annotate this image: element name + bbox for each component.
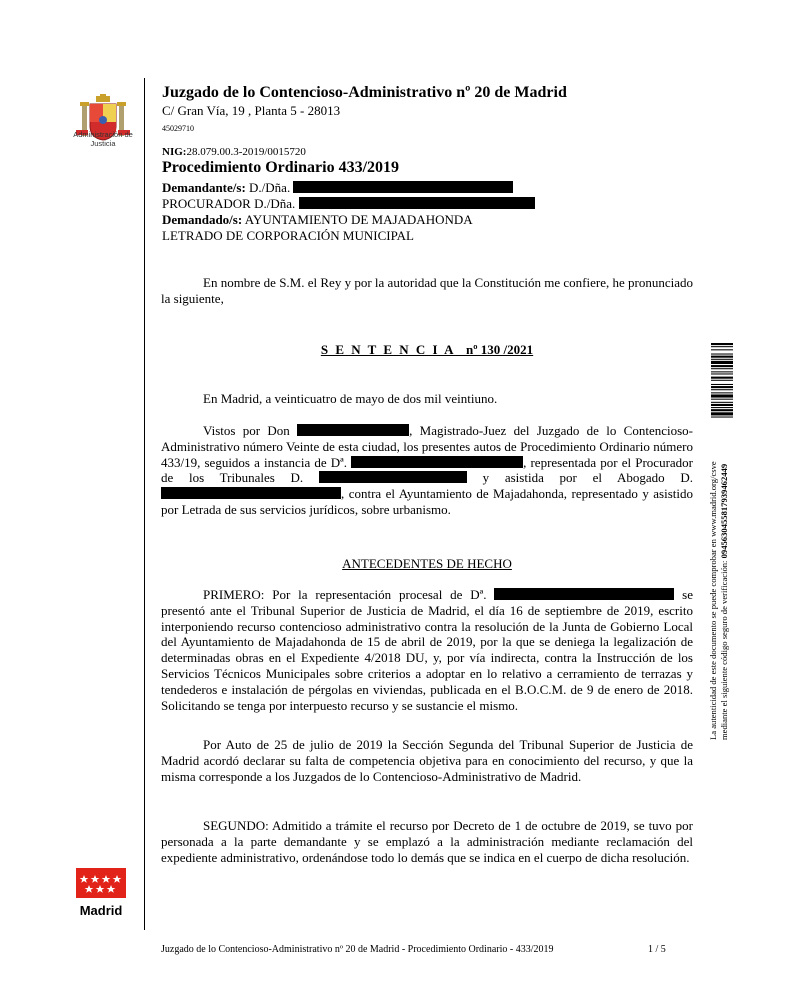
nig-value: 28.079.00.3-2019/0015720: [186, 146, 306, 158]
redaction-bar: [293, 181, 513, 193]
procurador-value: PROCURADOR D./Dña.: [162, 196, 296, 211]
vistos-text: , contra el Ayuntamiento de Majadahonda, representado y asistido por Letrada de sus servicios jurídicos, sobre urbanismo.: [161, 486, 693, 517]
barcode-bar: [711, 359, 733, 360]
barcode-bar: [711, 409, 733, 411]
barcode-bar: [711, 346, 733, 347]
barcode-bar: [711, 380, 733, 381]
madrid-logo-text: Madrid: [79, 903, 123, 918]
vistos-text: y asistida por el Abogado D.: [482, 470, 694, 486]
barcode-bar: [711, 389, 733, 390]
madrid-stars-logo-icon: [76, 868, 126, 898]
barcode-icon: [711, 343, 733, 451]
barcode-bar: [711, 386, 733, 388]
barcode-bar: [711, 417, 733, 418]
barcode-bar: [711, 368, 733, 369]
barcode-bar: [711, 361, 733, 364]
barcode-bar: [711, 371, 733, 372]
barcode-bar: [711, 356, 733, 358]
demandante-value: D./Dña.: [249, 180, 291, 195]
barcode-bar: [711, 377, 733, 379]
verification-line-2-text: mediante el siguiente código seguro de verificación:: [718, 560, 729, 740]
verification-line-2: [719, 460, 730, 740]
segundo-paragraph: SEGUNDO: Admitido a trámite el recurso por Decreto de 1 de octubre de 2019, se tuvo por personada a la parte demandante y se emplazó a la administración mediante reclamación del expediente administrativo, ordenándose todo lo demás que se indica en el cuerpo de dicha resolución.: [161, 818, 693, 865]
demandante-line: [162, 180, 513, 196]
barcode-bar: [711, 399, 733, 400]
auto-paragraph: Por Auto de 25 de julio de 2019 la Sección Segunda del Tribunal Superior de Justicia de Madrid acordó declarar su falta de competencia objetiva para en conocimiento del recurso, y que la misma corresponde a los Juzgados de lo Contencioso-Administrativo de Madrid.: [161, 737, 693, 784]
page-number: 1 / 5: [648, 944, 666, 955]
vistos-text: Vistos por Don: [203, 423, 290, 438]
footer-text: Juzgado de lo Contencioso-Administrativo nº 20 de Madrid - Procedimiento Ordinario - 433/2019: [161, 944, 554, 955]
court-title: Juzgado de lo Contencioso-Administrativo nº 20 de Madrid: [162, 84, 567, 101]
verification-line-1: La autenticidad de este documento se puede comprobar en www.madrid.org/csve: [708, 461, 718, 740]
redaction-bar: [299, 197, 535, 209]
demandado-label: Demandado/s:: [162, 212, 243, 227]
sentencia-title: [321, 342, 533, 357]
barcode-bar: [711, 343, 733, 345]
procedure-title: Procedimiento Ordinario 433/2019: [162, 159, 400, 176]
vistos-paragraph: [161, 423, 693, 518]
barcode-bar: [711, 373, 733, 374]
verification-code: 0945630455817939462449: [718, 463, 729, 559]
demandado-value: AYUNTAMIENTO DE MAJADAHONDA: [244, 212, 473, 227]
primero-text: se presentó ante el Tribunal Superior de Justicia de Madrid, el día 16 de septiembre de 2019, escrito interponiendo recurso contencioso administrativo contra la resolución de la Junta de Gobierno Local del Ayuntamiento de Majadahonda de 15 de abril de 2019, por la que se deniega la legalización de determinadas obras en el Expediente 4/2018 DU, y, por vía indirecta, contra la Instrucción de los Servicios Técnicos Municipales sobre criterios a adoptar en lo relativo a cerramiento de terrazas y tendederos e instalación de pérgolas en viviendas, publicada en el B.O.C.M. de 9 de enero de 2018. Solicitando se tenga por interpuesto recurso y se sustancie el mismo.: [161, 587, 694, 713]
primero-text: PRIMERO: Por la representación procesal de Dª.: [203, 587, 487, 602]
logo-caption: Administración de Justicia: [73, 130, 133, 148]
margin-rule: [144, 78, 145, 930]
nig-label: NIG:: [162, 146, 187, 158]
barcode-bar: [711, 394, 733, 397]
barcode-bar: [711, 392, 733, 393]
redaction-bar: [494, 588, 674, 600]
barcode-bar: [711, 354, 733, 355]
barcode-bar: [711, 402, 733, 403]
barcode-bar: [711, 384, 733, 385]
nig-line: [162, 146, 306, 158]
sentencia-heading: [161, 342, 693, 358]
primero-paragraph: [161, 587, 693, 713]
letrado-line: LETRADO DE CORPORACIÓN MUNICIPAL: [162, 228, 414, 243]
barcode-bar: [711, 349, 733, 350]
sentencia-word: S E N T E N C I A: [320, 342, 456, 357]
redaction-bar: [297, 424, 409, 436]
redaction-bar: [319, 471, 467, 483]
intro-paragraph: En nombre de S.M. el Rey y por la autoridad que la Constitución me confiere, he pronunciado la siguiente,: [161, 275, 693, 306]
demandante-label: Demandante/s:: [162, 180, 246, 195]
barcode-bar: [711, 404, 733, 406]
barcode-bar: [711, 412, 733, 415]
barcode-bar: [711, 365, 733, 367]
antecedentes-heading: [161, 556, 693, 572]
barcode-bar: [711, 407, 733, 408]
sentencia-number: nº 130 /2021: [466, 342, 534, 357]
vistos-text: , Magistrado-Juez del Juzgado de lo Contencioso-Administrativo número Veinte de esta ciudad, los presentes autos de Procedimiento Ordinario número 433/19, seguidos a instancia de Dª.: [161, 423, 694, 470]
court-address: C/ Gran Vía, 19 , Planta 5 - 28013: [162, 103, 341, 118]
date-line: En Madrid, a veinticuatro de mayo de dos mil veintiuno.: [203, 391, 498, 406]
antecedentes-title: ANTECEDENTES DE HECHO: [342, 556, 512, 571]
verification-text: [708, 460, 742, 740]
redaction-bar: [161, 487, 341, 499]
redaction-bar: [351, 456, 523, 468]
vistos-text: , representada por el Procurador de los Tribunales D.: [161, 454, 693, 486]
procurador-line: [162, 196, 535, 212]
demandado-line: [162, 212, 473, 228]
court-code: 45029710: [162, 124, 194, 133]
